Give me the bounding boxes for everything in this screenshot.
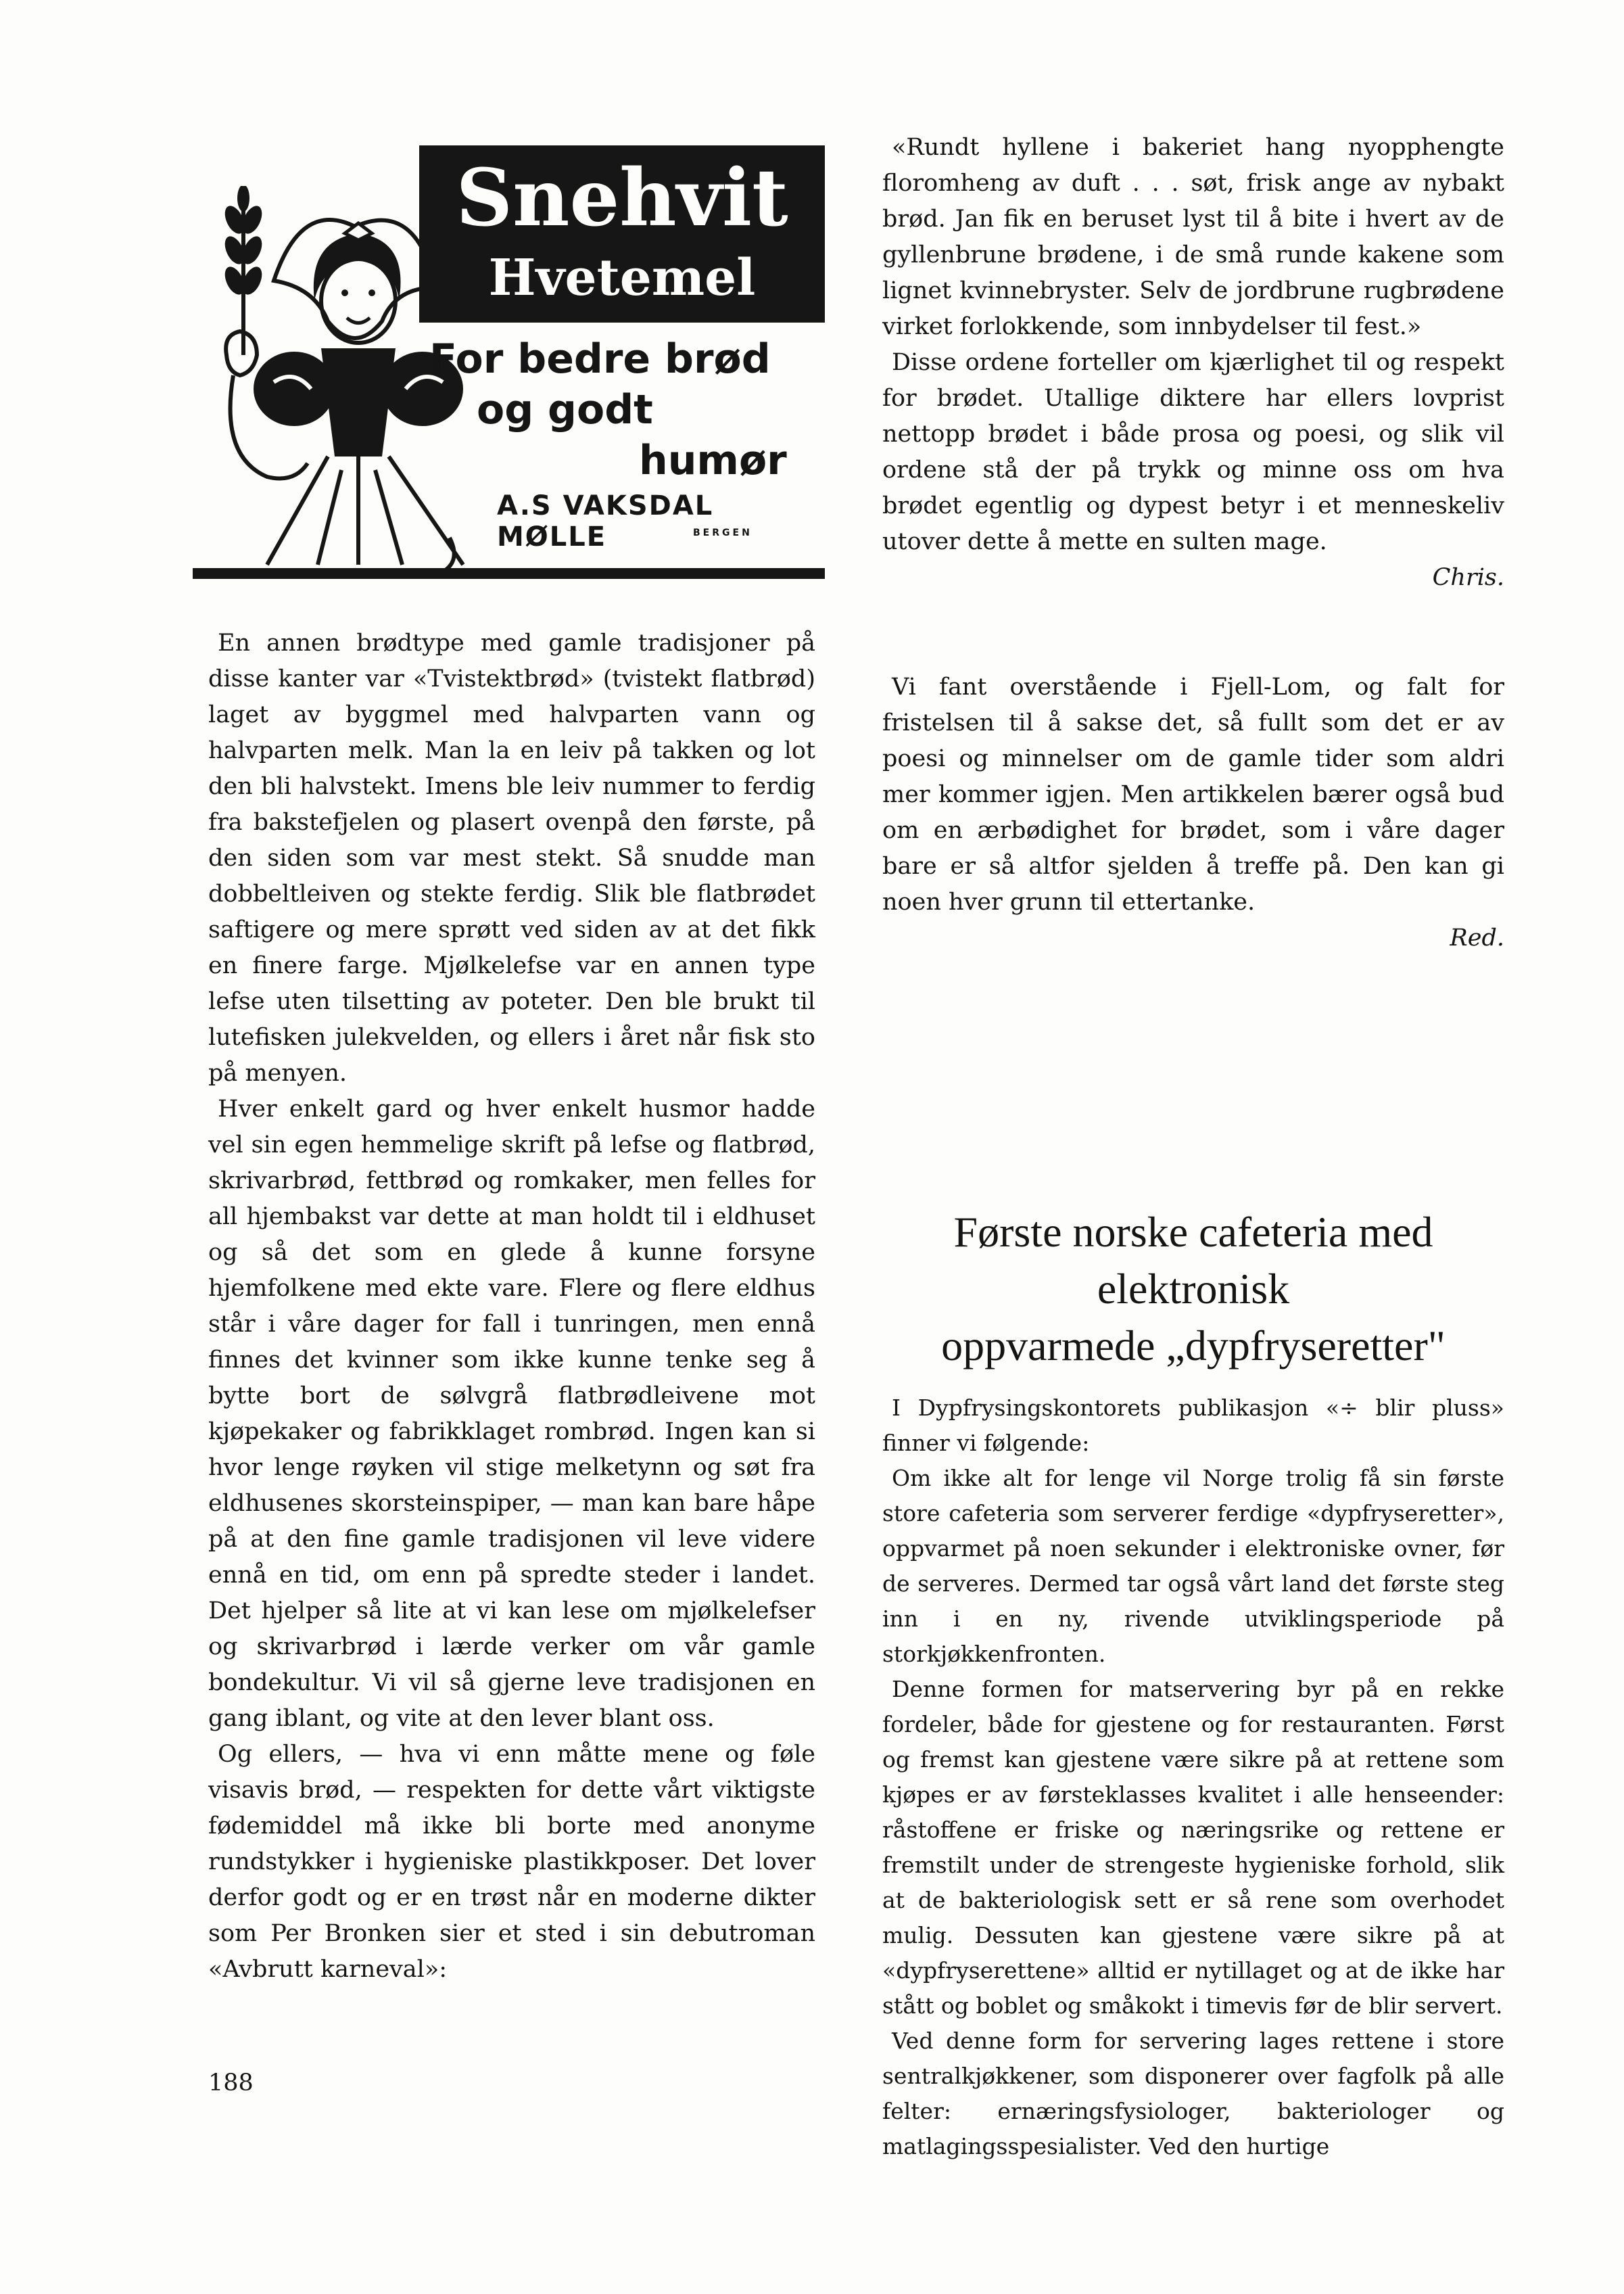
left-paragraph-3: Og ellers, — hva vi enn måtte mene og føle visavis brød, — respekten for dette vårt viktigste fødemiddel må ikke bli borte med anonyme rundstykker i hygieniske plastikkposer. Det lover derfor godt og er en trøst når en moderne dikter som Per Bronken sier et sted i sin debutroman «Avbrutt karneval»: (208, 1741, 815, 1983)
page-number: 188 (208, 2069, 254, 2097)
editor-signature: Red. (1450, 924, 1504, 952)
right-column-editor-note (882, 670, 1504, 956)
quote-paragraph-2: Disse ordene forteller om kjærlighet til og respekt for brødet. Utallige diktere har ellers lovprist nettopp brødet i både prosa og poesi, og slik vil ordene stå der på trykk og minne oss om hva brødet egentlig og dypest betyr i et menneskeliv utover dette å mette en sulten mage. (882, 349, 1504, 555)
right-column-quote (882, 130, 1504, 596)
editor-note: Vi fant overstående i Fjell-Lom, og falt for fristelsen til å sakse det, så fullt som det er av poesi og minnelser om de gamle tider som aldri mer kommer igjen. Men artikkelen bærer også bud om en ærbødighet for brødet, som i våre dager bare er så altfor sjelden å treffe på. Den kan gi noen hver grunn til ettertanke. (882, 674, 1504, 916)
article-paragraph-1: I Dypfrysingskontorets publikasjon «÷ blir pluss» finner vi følgende: (882, 1395, 1504, 1456)
ad-product-name: Hvetemel (488, 249, 756, 307)
cafeteria-article (882, 1204, 1504, 2164)
quote-paragraph-1: «Rundt hyllene i bakeriet hang nyopphengte floromheng av duft . . . søt, frisk ange av nybakt brød. Jan fik en beruset lyst til å bite i hvert av de gyllenbrune brødene, i de små runde kakene som lignet kvinnebryster. Selv de jordbrune rugbrødene virket forlokkende, som innbydelser til fest.» (882, 134, 1504, 340)
ad-bottom-rule (193, 568, 825, 579)
ad-brand-name: Snehvit (456, 152, 788, 244)
left-paragraph-1: En annen brødtype med gamle tradisjoner på disse kanter var «Tvistektbrød» (tvistekt flatbrød) laget av byggmel med halvparten vann og halvparten melk. Man la en leiv på takken og lot den bli halvstekt. Imens ble leiv nummer to ferdig fra bakstefjelen og plasert ovenpå den første, på den siden som var mest stekt. Så snudde man dobbeltleiven og stekte ferdig. Slik ble flatbrødet saftigere og mere sprøtt ved siden av at det fikk en finere farge. Mjølkelefse var en annen type lefse uten tilsetting av poteter. Den ble brukt til lutefisken julekvelden, og ellers i året når fisk sto på menyen. (208, 630, 815, 1087)
article-title-line-2: elektronisk (1097, 1265, 1290, 1313)
article-paragraph-4: Ved denne form for servering lages rettene i store sentralkjøkkener, som disponerer over fagfolk på alle felter: ernæringsfysiologer, bakteriologer og matlagingsspesialister. Ved den hurtige (882, 2028, 1504, 2159)
ad-manufacturer: A.S VAKSDAL MØLLE (497, 490, 714, 553)
advertisement (193, 145, 825, 592)
quote-signature: Chris. (1432, 564, 1504, 591)
left-paragraph-2: Hver enkelt gard og hver enkelt husmor hadde vel sin egen hemmelige skrift på lefse og flatbrød, skrivarbrød, fettbrød og romkaker, men felles for all hjembakst var dette at man holdt til i eldhuset og så det som en glede å kunne forsyne hjemfolkene med ekte vare. Flere og flere eldhus står i våre dager for fall i tunringen, men ennå finnes det kvinner som ikke kunne tenke seg å bytte bort de sølvgrå flatbrødleivene mot kjøpekaker og fabrikklaget rombrød. Ingen kan si hvor lenge røyken vil stige melketynn og søt fra eldhusenes skorsteinspiper, — man kan bare håpe på at den fine gamle tradisjonen vil leve videre ennå en tid, om enn på spredte steder i landet. Det hjelper så lite at vi kan lese om mjølkelefser og skrivarbrød i lærde verker om vår gamle bondekultur. Vi vil så gjerne leve tradisjonen en gang iblant, og vite at den lever blant oss. (208, 1096, 815, 1732)
article-title-line-1: Første norske cafeteria med (953, 1208, 1433, 1256)
article-title (882, 1204, 1504, 1374)
ad-city: BERGEN (693, 528, 753, 538)
ad-brand-box (419, 145, 825, 323)
ad-slogan-line-1: For bedre brød (429, 335, 771, 383)
left-column (208, 626, 815, 1988)
article-title-line-3: oppvarmede „dypfryseretter" (941, 1321, 1446, 1370)
article-paragraph-3: Denne formen for matservering byr på en rekke fordeler, både for gjestene og for restauranten. Først og fremst kan gjestene være sikre på at rettene som kjøpes er av førsteklasses kvalitet i alle henseender: råstoffene er friske og næringsrike og rettene er fremstilt under de strengeste hygieniske forhold, slik at de bakteriologisk sett er så rene som overhodet mulig. Dessuten kan gjestene være sikre på at «dypfryserettene» alltid er nytillaget og at de ikke har stått og boblet og småkokt i timevis før de blir servert. (882, 1676, 1504, 2019)
ad-slogan-line-3: humør (639, 437, 787, 484)
article-paragraph-2: Om ikke alt for lenge vil Norge trolig få sin første store cafeteria som serverer ferdige «dypfryseretter», oppvarmet på noen sekunder i elektroniske ovner, før de serveres. Dermed tar også vårt land det første steg inn i en ny, rivende utviklingsperiode på storkjøkkenfronten. (882, 1465, 1504, 1667)
ad-slogan-line-2: og godt (477, 386, 653, 434)
